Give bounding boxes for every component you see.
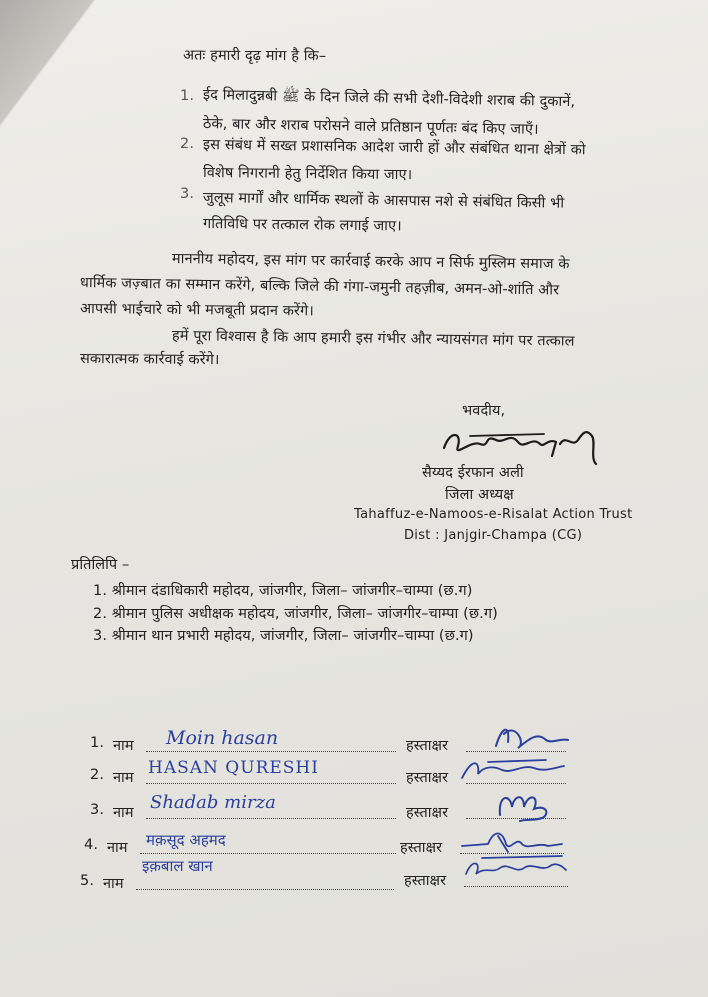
signatory-2-signature-image bbox=[458, 752, 568, 786]
signatory-5-name: इक़बाल खान bbox=[142, 857, 213, 875]
signatory-2-name-line bbox=[146, 783, 396, 784]
signatory-4-name: मक़सूद अहमद bbox=[146, 831, 226, 849]
page-fold-shadow bbox=[0, 0, 140, 131]
sender-district: Dist : Janjgir-Champa (CG) bbox=[404, 528, 583, 543]
paragraph-2-line-1: हमें पूरा विश्वास है कि आप हमारी इस गंभीर और न्यायसंगत मांग पर तत्काल bbox=[171, 328, 575, 350]
paragraph-1-line-1: माननीय महोदय, इस मांग पर कार्रवाई करके आप न सिर्फ मुस्लिम समाज के bbox=[171, 251, 570, 273]
cc-item-2: 2. श्रीमान पुलिस अधीक्षक महोदय, जांजगीर, जिला– जांजगीर–चाम्पा (छ.ग) bbox=[93, 606, 498, 622]
sender-name: सैय्यद ईरफान अली bbox=[422, 465, 524, 481]
sender-organization: Tahaffuz-e-Namoos-e-Risalat Action Trust bbox=[354, 507, 633, 522]
demand-2-line-2: विशेष निगरानी हेतु निर्देशित किया जाए। bbox=[202, 165, 413, 184]
signatory-5-name-line bbox=[136, 889, 394, 890]
demand-2-number: 2. bbox=[180, 136, 195, 152]
signatory-1-signature-image bbox=[490, 718, 570, 754]
signatory-4-number: 4. bbox=[84, 837, 99, 853]
signatory-2-sign-label: हस्ताक्षर bbox=[406, 770, 449, 786]
signatory-5-name-label: नाम bbox=[103, 876, 124, 892]
demand-2-line-1: इस संबंध में सख्त प्रशासनिक आदेश जारी हों और संबंधित थाना क्षेत्रों को bbox=[202, 137, 586, 159]
cc-item-1: 1. श्रीमान दंडाधिकारी महोदय, जांजगीर, जिला– जांजगीर–चाम्पा (छ.ग) bbox=[93, 583, 473, 599]
signatory-1-name-line bbox=[146, 751, 396, 752]
signatory-4-sign-label: हस्ताक्षर bbox=[400, 840, 443, 856]
signatory-2-number: 2. bbox=[90, 767, 105, 783]
demand-3-number: 3. bbox=[180, 186, 195, 202]
paragraph-2-line-2: सकारात्मक कार्रवाई करेंगे। bbox=[79, 351, 220, 369]
sender-designation: जिला अध्यक्ष bbox=[445, 487, 514, 503]
demand-1-line-2: ठेके, बार और शराब परोसने वाले प्रतिष्ठान पूर्णतः बंद किए जाएँ। bbox=[202, 116, 539, 138]
sender-signature-image bbox=[440, 418, 610, 466]
signatory-5-sign-label: हस्ताक्षर bbox=[404, 873, 447, 889]
cc-item-3: 3. श्रीमान थान प्रभारी महोदय, जांजगीर, जिला– जांजगीर–चाम्पा (छ.ग) bbox=[93, 628, 474, 644]
demand-3-line-1: जुलूस मार्गों और धार्मिक स्थलों के आसपास नशे से संबंधित किसी भी bbox=[202, 190, 565, 212]
signatory-5-number: 5. bbox=[80, 873, 95, 889]
signatory-1-number: 1. bbox=[90, 735, 105, 751]
signatory-3-name-line bbox=[146, 818, 396, 819]
signatory-2-name: HASAN QURESHI bbox=[148, 758, 319, 778]
signatory-3-signature-image bbox=[494, 785, 554, 825]
closing-salutation: भवदीय, bbox=[462, 403, 506, 419]
signatory-5-sign-line bbox=[464, 886, 568, 887]
demand-intro: अतः हमारी दृढ़ मांग है कि– bbox=[182, 47, 327, 65]
demand-1-number: 1. bbox=[180, 88, 195, 104]
signatory-4-name-line bbox=[140, 853, 396, 854]
signatory-5-signature-image bbox=[462, 852, 572, 886]
cc-heading: प्रतिलिपि – bbox=[71, 557, 130, 573]
signatory-4-signature-image bbox=[458, 822, 568, 856]
signatory-4-name-label: नाम bbox=[107, 840, 128, 856]
signatory-3-name: Shadab mirza bbox=[150, 792, 276, 813]
signatory-1-name: Moin hasan bbox=[166, 727, 279, 749]
demand-1-line-1: ईद मिलादुन्नबी ﷺ के दिन जिले की सभी देशी-विदेशी शराब की दुकानें, bbox=[202, 87, 576, 111]
signatory-3-sign-label: हस्ताक्षर bbox=[406, 805, 449, 821]
signatory-3-number: 3. bbox=[90, 802, 105, 818]
demand-3-line-2: गतिविधि पर तत्काल रोक लगाई जाए। bbox=[202, 216, 402, 235]
signatory-1-sign-label: हस्ताक्षर bbox=[406, 738, 449, 754]
signatory-3-name-label: नाम bbox=[113, 805, 134, 821]
paragraph-1-line-2: धार्मिक जज़्बात का सम्मान करेंगे, बल्कि जिले की गंगा-जमुनी तहज़ीब, अमन-ओ-शांति और bbox=[79, 275, 560, 299]
signatory-2-name-label: नाम bbox=[113, 770, 134, 786]
signatory-1-name-label: नाम bbox=[113, 738, 134, 754]
paragraph-1-line-3: आपसी भाईचारे को भी मजबूती प्रदान करेंगे। bbox=[79, 301, 314, 320]
